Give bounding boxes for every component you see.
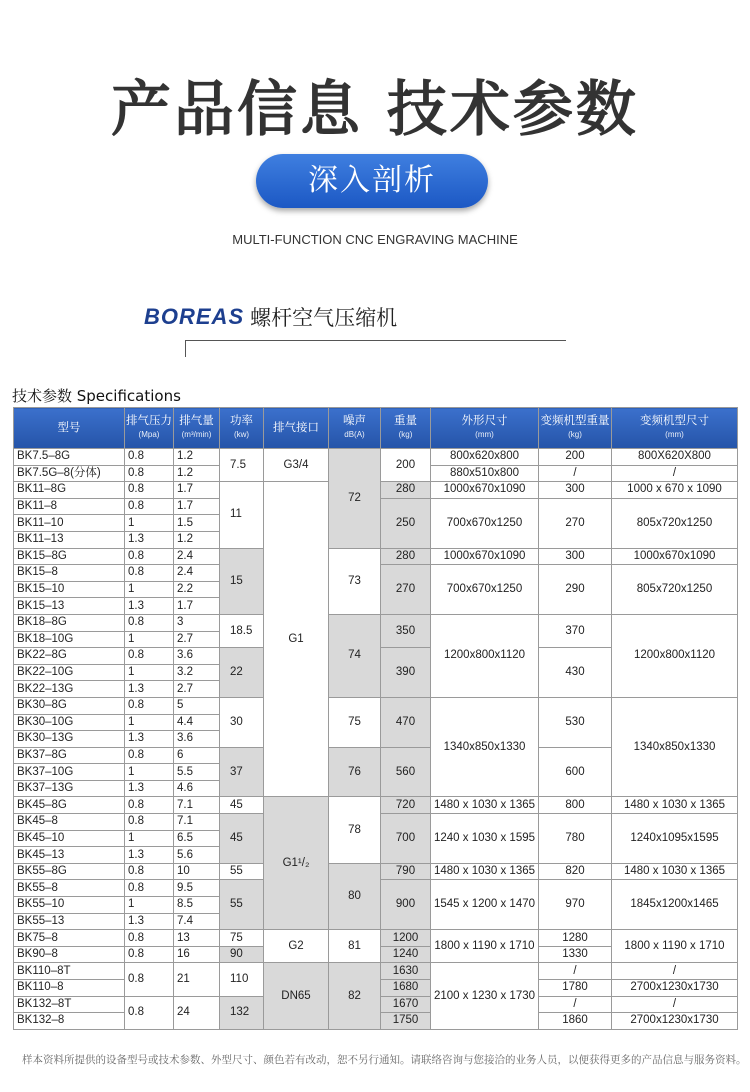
weight-cell: 470 <box>381 697 431 747</box>
model-cell: BK18–8G <box>14 614 125 631</box>
flow-cell: 1.2 <box>174 449 220 466</box>
model-cell: BK11–8G <box>14 482 125 499</box>
flow-cell: 7.4 <box>174 913 220 930</box>
pressure-cell: 0.8 <box>125 863 174 880</box>
power-cell: 37 <box>220 747 264 797</box>
pressure-cell: 0.8 <box>125 814 174 831</box>
weight-cell: 720 <box>381 797 431 814</box>
pressure-cell: 1 <box>125 515 174 532</box>
flow-cell: 2.4 <box>174 565 220 582</box>
dims-cell: 700x670x1250 <box>431 565 539 615</box>
noise-cell: 81 <box>329 930 381 963</box>
table-row <box>14 930 738 947</box>
pressure-cell: 0.8 <box>125 548 174 565</box>
vfd-dims-cell: 1845x1200x1465 <box>612 880 738 930</box>
table-row <box>14 697 738 714</box>
weight-cell: 1670 <box>381 996 431 1013</box>
dims-cell: 1545 x 1200 x 1470 <box>431 880 539 930</box>
model-cell: BK45–10 <box>14 830 125 847</box>
pressure-cell: 0.8 <box>125 648 174 665</box>
flow-cell: 5 <box>174 697 220 714</box>
model-cell: BK55–13 <box>14 913 125 930</box>
vfd-dims-cell: / <box>612 465 738 482</box>
vfd-weight-cell: 300 <box>539 548 612 565</box>
pressure-cell: 1.3 <box>125 531 174 548</box>
col-header: 排气量 (m³/min) <box>174 408 220 449</box>
dims-cell: 1240 x 1030 x 1595 <box>431 814 539 864</box>
vfd-weight-cell: 780 <box>539 814 612 864</box>
dims-cell: 800x620x800 <box>431 449 539 466</box>
flow-cell: 9.5 <box>174 880 220 897</box>
dims-cell: 1000x670x1090 <box>431 482 539 499</box>
weight-cell: 250 <box>381 498 431 548</box>
vfd-weight-cell: 970 <box>539 880 612 930</box>
power-cell: 90 <box>220 946 264 963</box>
vfd-weight-cell: 1860 <box>539 1013 612 1030</box>
pressure-cell: 1.3 <box>125 598 174 615</box>
subtitle: MULTI-FUNCTION CNC ENGRAVING MACHINE <box>232 232 518 247</box>
table-row <box>14 614 738 631</box>
dims-cell: 1480 x 1030 x 1365 <box>431 863 539 880</box>
table-row <box>14 449 738 466</box>
model-cell: BK110–8T <box>14 963 125 980</box>
section-pill-button: 深入剖析 <box>256 154 488 208</box>
vfd-dims-cell: / <box>612 963 738 980</box>
flow-cell: 2.7 <box>174 631 220 648</box>
flow-cell: 1.5 <box>174 515 220 532</box>
model-cell: BK15–8 <box>14 565 125 582</box>
power-cell: 55 <box>220 863 264 880</box>
power-cell: 45 <box>220 814 264 864</box>
col-header: 噪声 dB(A) <box>329 408 381 449</box>
vfd-weight-cell: 370 <box>539 614 612 647</box>
model-cell: BK75–8 <box>14 930 125 947</box>
flow-cell: 3 <box>174 614 220 631</box>
pressure-cell: 1.3 <box>125 731 174 748</box>
pressure-cell: 0.8 <box>125 482 174 499</box>
vfd-dims-cell: 1200x800x1120 <box>612 614 738 697</box>
power-cell: 45 <box>220 797 264 814</box>
dims-cell: 1000x670x1090 <box>431 548 539 565</box>
power-cell: 15 <box>220 548 264 614</box>
vfd-weight-cell: / <box>539 465 612 482</box>
model-cell: BK132–8T <box>14 996 125 1013</box>
col-header: 排气接口 <box>264 408 329 449</box>
pressure-cell: 1 <box>125 714 174 731</box>
brand-row <box>144 302 397 332</box>
model-cell: BK37–10G <box>14 764 125 781</box>
pressure-cell: 1 <box>125 830 174 847</box>
model-cell: BK132–8 <box>14 1013 125 1030</box>
vfd-weight-cell: 200 <box>539 449 612 466</box>
spec-heading: 技术参数 Specifications <box>12 387 181 405</box>
model-cell: BK11–13 <box>14 531 125 548</box>
model-cell: BK15–10 <box>14 581 125 598</box>
flow-cell: 10 <box>174 863 220 880</box>
noise-cell: 75 <box>329 697 381 747</box>
power-cell: 18.5 <box>220 614 264 647</box>
vfd-dims-cell: 1340x850x1330 <box>612 697 738 797</box>
vfd-dims-cell: 1480 x 1030 x 1365 <box>612 863 738 880</box>
dims-cell: 880x510x800 <box>431 465 539 482</box>
col-header: 变频机型重量 (kg) <box>539 408 612 449</box>
flow-cell: 5.5 <box>174 764 220 781</box>
pressure-cell: 1.3 <box>125 847 174 864</box>
model-cell: BK15–13 <box>14 598 125 615</box>
flow-cell: 1.7 <box>174 498 220 515</box>
col-header: 型号 <box>14 408 125 449</box>
flow-cell: 6.5 <box>174 830 220 847</box>
vfd-dims-cell: 1800 x 1190 x 1710 <box>612 930 738 963</box>
power-cell: 11 <box>220 482 264 548</box>
weight-cell: 900 <box>381 880 431 930</box>
pressure-cell: 0.8 <box>125 498 174 515</box>
port-cell: G2 <box>264 930 329 963</box>
flow-cell: 4.6 <box>174 780 220 797</box>
port-cell: G3/4 <box>264 449 329 482</box>
table-row <box>14 548 738 565</box>
weight-cell: 280 <box>381 482 431 499</box>
noise-cell: 72 <box>329 449 381 549</box>
dims-cell: 1480 x 1030 x 1365 <box>431 797 539 814</box>
noise-cell: 76 <box>329 747 381 797</box>
vfd-weight-cell: 1280 <box>539 930 612 947</box>
model-cell: BK45–8G <box>14 797 125 814</box>
weight-cell: 390 <box>381 648 431 698</box>
flow-cell: 24 <box>174 996 220 1029</box>
col-header: 排气压力 (Mpa) <box>125 408 174 449</box>
dims-cell: 1800 x 1190 x 1710 <box>431 930 539 963</box>
weight-cell: 1630 <box>381 963 431 980</box>
flow-cell: 4.4 <box>174 714 220 731</box>
table-header-row <box>14 408 738 449</box>
weight-cell: 1240 <box>381 946 431 963</box>
table-row <box>14 863 738 880</box>
weight-cell: 1680 <box>381 980 431 997</box>
col-header: 功率 (kw) <box>220 408 264 449</box>
table-row <box>14 963 738 980</box>
dims-cell: 2100 x 1230 x 1730 <box>431 963 539 1029</box>
vfd-dims-cell: / <box>612 996 738 1013</box>
vfd-weight-cell: / <box>539 963 612 980</box>
pressure-cell: 0.8 <box>125 797 174 814</box>
vfd-dims-cell: 805x720x1250 <box>612 498 738 548</box>
flow-cell: 13 <box>174 930 220 947</box>
model-cell: BK37–8G <box>14 747 125 764</box>
vfd-dims-cell: 1000 x 670 x 1090 <box>612 482 738 499</box>
flow-cell: 1.7 <box>174 598 220 615</box>
model-cell: BK30–10G <box>14 714 125 731</box>
weight-cell: 560 <box>381 747 431 797</box>
col-header: 重量 (kg) <box>381 408 431 449</box>
noise-cell: 82 <box>329 963 381 1029</box>
footer-disclaimer: 样本资料所提供的设备型号或技术参数、外型尺寸、颜色若有改动，恕不另行通知。请联络咨询与您接洽的业务人员，以便获得更多的产品信息与服务资料。 <box>22 1054 747 1066</box>
power-cell: 75 <box>220 930 264 947</box>
vfd-weight-cell: 270 <box>539 498 612 548</box>
noise-cell: 73 <box>329 548 381 614</box>
dims-cell: 1200x800x1120 <box>431 614 539 697</box>
flow-cell: 1.2 <box>174 531 220 548</box>
brand-logo: BOREAS <box>144 304 245 329</box>
vfd-weight-cell: 530 <box>539 697 612 747</box>
noise-cell: 74 <box>329 614 381 697</box>
vfd-dims-cell: 1480 x 1030 x 1365 <box>612 797 738 814</box>
power-cell: 132 <box>220 996 264 1029</box>
dims-cell: 700x670x1250 <box>431 498 539 548</box>
noise-cell: 78 <box>329 797 381 863</box>
flow-cell: 3.2 <box>174 664 220 681</box>
weight-cell: 350 <box>381 614 431 647</box>
pressure-cell: 0.8 <box>125 963 174 996</box>
pressure-cell: 1 <box>125 897 174 914</box>
flow-cell: 6 <box>174 747 220 764</box>
pressure-cell: 0.8 <box>125 880 174 897</box>
pressure-cell: 1.3 <box>125 681 174 698</box>
pressure-cell: 0.8 <box>125 946 174 963</box>
weight-cell: 200 <box>381 449 431 482</box>
flow-cell: 8.5 <box>174 897 220 914</box>
divider-bracket <box>185 340 566 357</box>
weight-cell: 1750 <box>381 1013 431 1030</box>
weight-cell: 1200 <box>381 930 431 947</box>
port-cell: G1¹/₂ <box>264 797 329 930</box>
model-cell: BK90–8 <box>14 946 125 963</box>
pressure-cell: 1.3 <box>125 913 174 930</box>
power-cell: 110 <box>220 963 264 996</box>
pressure-cell: 0.8 <box>125 565 174 582</box>
pressure-cell: 1 <box>125 631 174 648</box>
model-cell: BK22–8G <box>14 648 125 665</box>
model-cell: BK55–10 <box>14 897 125 914</box>
pressure-cell: 0.8 <box>125 614 174 631</box>
vfd-dims-cell: 2700x1230x1730 <box>612 980 738 997</box>
noise-cell: 80 <box>329 863 381 929</box>
model-cell: BK7.5G–8(分体) <box>14 465 125 482</box>
pressure-cell: 0.8 <box>125 697 174 714</box>
pressure-cell: 0.8 <box>125 996 174 1029</box>
flow-cell: 7.1 <box>174 814 220 831</box>
vfd-weight-cell: 290 <box>539 565 612 615</box>
col-header: 变频机型尺寸 (mm) <box>612 408 738 449</box>
vfd-weight-cell: 1780 <box>539 980 612 997</box>
model-cell: BK18–10G <box>14 631 125 648</box>
model-cell: BK7.5–8G <box>14 449 125 466</box>
col-header: 外形尺寸 (mm) <box>431 408 539 449</box>
pressure-cell: 1 <box>125 664 174 681</box>
model-cell: BK30–8G <box>14 697 125 714</box>
vfd-weight-cell: 600 <box>539 747 612 797</box>
pressure-cell: 0.8 <box>125 465 174 482</box>
weight-cell: 280 <box>381 548 431 565</box>
table-row <box>14 797 738 814</box>
model-cell: BK22–10G <box>14 664 125 681</box>
flow-cell: 2.7 <box>174 681 220 698</box>
power-cell: 55 <box>220 880 264 930</box>
pressure-cell: 0.8 <box>125 930 174 947</box>
product-name: 螺杆空气压缩机 <box>250 306 398 330</box>
vfd-weight-cell: 820 <box>539 863 612 880</box>
model-cell: BK45–8 <box>14 814 125 831</box>
flow-cell: 21 <box>174 963 220 996</box>
flow-cell: 2.4 <box>174 548 220 565</box>
pressure-cell: 1 <box>125 581 174 598</box>
page-title: 产品信息 技术参数 <box>111 75 639 145</box>
model-cell: BK22–13G <box>14 681 125 698</box>
flow-cell: 3.6 <box>174 648 220 665</box>
power-cell: 7.5 <box>220 449 264 482</box>
pressure-cell: 0.8 <box>125 747 174 764</box>
vfd-weight-cell: / <box>539 996 612 1013</box>
dims-cell: 1340x850x1330 <box>431 697 539 797</box>
vfd-dims-cell: 1240x1095x1595 <box>612 814 738 864</box>
model-cell: BK55–8 <box>14 880 125 897</box>
model-cell: BK30–13G <box>14 731 125 748</box>
weight-cell: 700 <box>381 814 431 864</box>
model-cell: BK110–8 <box>14 980 125 997</box>
vfd-weight-cell: 300 <box>539 482 612 499</box>
pressure-cell: 0.8 <box>125 449 174 466</box>
vfd-dims-cell: 2700x1230x1730 <box>612 1013 738 1030</box>
weight-cell: 270 <box>381 565 431 615</box>
port-cell: DN65 <box>264 963 329 1029</box>
model-cell: BK55–8G <box>14 863 125 880</box>
model-cell: BK15–8G <box>14 548 125 565</box>
power-cell: 30 <box>220 697 264 747</box>
weight-cell: 790 <box>381 863 431 880</box>
flow-cell: 1.2 <box>174 465 220 482</box>
pressure-cell: 1.3 <box>125 780 174 797</box>
vfd-weight-cell: 1330 <box>539 946 612 963</box>
vfd-weight-cell: 430 <box>539 648 612 698</box>
vfd-dims-cell: 805x720x1250 <box>612 565 738 615</box>
vfd-dims-cell: 800X620X800 <box>612 449 738 466</box>
spec-table <box>13 407 738 1030</box>
flow-cell: 7.1 <box>174 797 220 814</box>
pressure-cell: 1 <box>125 764 174 781</box>
power-cell: 22 <box>220 648 264 698</box>
flow-cell: 1.7 <box>174 482 220 499</box>
port-cell: G1 <box>264 482 329 797</box>
model-cell: BK11–8 <box>14 498 125 515</box>
flow-cell: 3.6 <box>174 731 220 748</box>
model-cell: BK37–13G <box>14 780 125 797</box>
vfd-dims-cell: 1000x670x1090 <box>612 548 738 565</box>
vfd-weight-cell: 800 <box>539 797 612 814</box>
model-cell: BK11–10 <box>14 515 125 532</box>
flow-cell: 2.2 <box>174 581 220 598</box>
model-cell: BK45–13 <box>14 847 125 864</box>
flow-cell: 5.6 <box>174 847 220 864</box>
flow-cell: 16 <box>174 946 220 963</box>
